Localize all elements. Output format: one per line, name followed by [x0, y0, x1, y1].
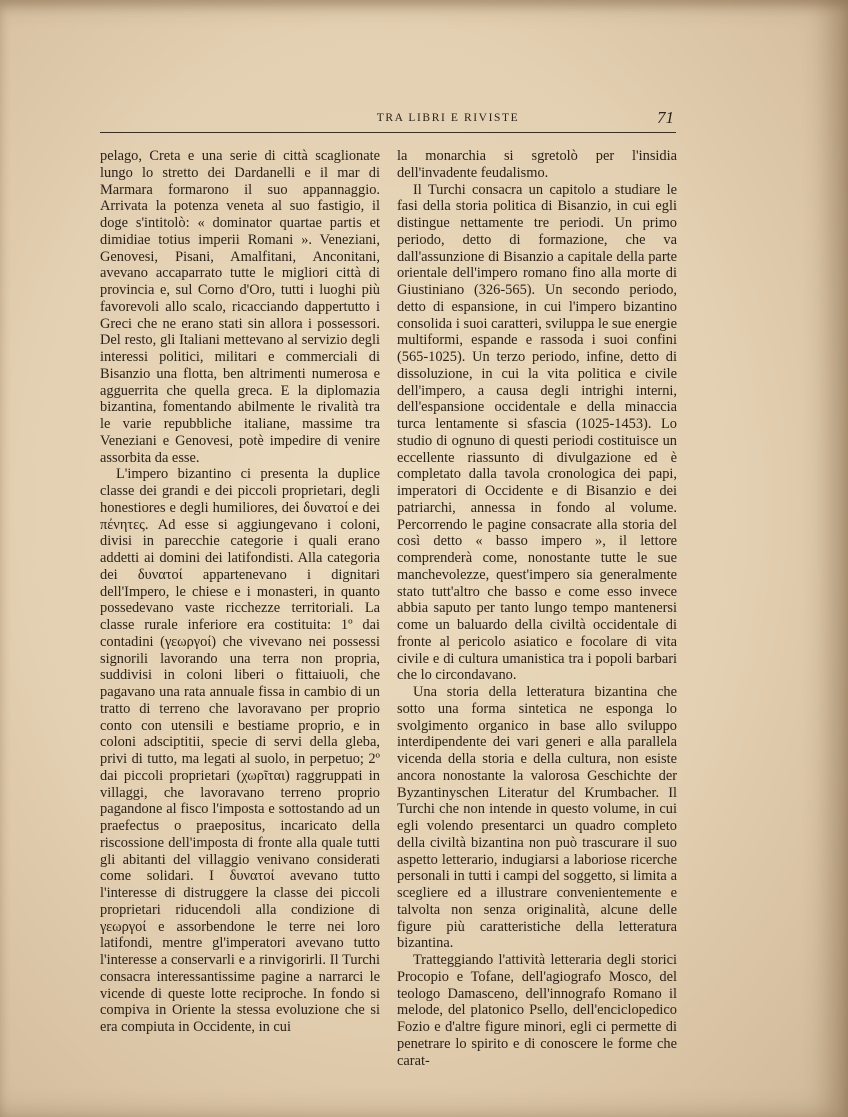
page-number: 71: [657, 108, 674, 127]
paragraph: L'impero bizantino ci presenta la duplice classe dei grandi e dei piccoli proprietari, degli honestiores e degli humiliores, dei δυνατοί e dei πένητες. Ad esse si aggiungevano i coloni, divisi in parecchie categorie i quali erano addetti ai domini dei latifondisti. Alla categoria dei δυνατοί appartenevano i dignitari dell'Impero, le chiese e i monasteri, in quanto possedevano vaste ricchezze territoriali. La classe rurale inferiore era costituita: 1º dai contadini (γεωργοί) che vivevano nei possessi signorili lavorando una terra non propria, suddivisi in coloni liberi o fittaiuoli, che pagavano una rata annuale fissa in cambio di un tratto di terreno che lavoravano per proprio conto con utensili e bestiame proprio, e in coloni adsciptitii, specie di servi della gleba, privi di tutto, ma legati al suolo, in perpetuo; 2º dai piccoli proprietari (χωρῖται) raggruppati in villaggi, che lavoravano terreno proprio pagandone al fisco l'imposta e sottostando ad un praefectus o praepositus, incaricato della riscossione dell'imposta di fronte alla quale tutti gli abitanti del villaggio venivano considerati come solidari. I δυνατοί avevano tutto l'interesse di distruggere la classe dei piccoli proprietari riducendoli alla condizione di γεωργοί e assorbendone le terre nei loro latifondi, mentre gl'imperatori avevano tutto l'interesse a conservarli e a rinvigorirli. Il Turchi consacra interessantissime pagine a narrarci le vicende di queste lotte reciproche. In fondo si compiva in Oriente la stessa evoluzione che si era compiuta in Occidente, in cui: [100, 466, 380, 1035]
running-head: TRA LIBRI E RIVISTE: [376, 112, 520, 124]
page-header: [100, 108, 676, 133]
right-column: [397, 148, 677, 1069]
paragraph: Una storia della letteratura bizantina che sotto una forma sintetica ne esponga lo svolgimento organico in base allo sviluppo interdipendente dei vari generi e alla parallela vicenda della storia e della cultura, non esiste ancora nonostante la valorosa Geschichte der Byzantinyschen Literatur del Krumbacher. Il Turchi che non intende in questo volume, in cui egli volendo presentarci un quadro completo della civiltà bizantina non può trascurare il suo aspetto letterario, indugiarsi a laboriose ricerche personali in tutti i campi del soggetto, si limita a scegliere ed a illustrare convenientemente e talvolta non senza originalità, alcune delle figure più caratteristiche della letteratura bizantina.: [397, 684, 677, 952]
paragraph: Il Turchi consacra un capitolo a studiare le fasi della storia politica di Bisanzio, in cui egli distingue nettamente tre periodi. Un primo periodo, detto di formazione, che va dall'assunzione di Bisanzio a capitale della parte orientale dell'impero romano fino alla morte di Giustiniano (326-565). Un secondo periodo, detto di espansione, in cui l'impero bizantino consolida i suoi caratteri, sviluppa le sue energie multiformi, espande e rassoda i suoi confini (565-1025). Un terzo periodo, infine, detto di dissoluzione, in cui la vita politica e civile dell'impero, a causa degli intrighi interni, dell'espansione occidentale e della minaccia turca lentamente si sfascia (1025-1453). Lo studio di ognuno di questi periodi costituisce un eccellente riassunto di divulgazione ed è completato dalla tavola cronologica dei papi, imperatori di Occidente e di Bisanzio e dei patriarchi, annessa in fondo al volume. Percorrendo le pagine consacrate alla storia del così detto « basso impero », il lettore comprenderà come, nonostante tutte le sue manchevolezze, quest'impero sia generalmente stato tutt'altro che basso e come esso invece abbia saputo per tanto lungo tempo mantenersi come un baluardo della civiltà occidentale di fronte al pericolo asiatico e focolare di vita civile e di cultura umanistica tra i popoli barbari che lo circondavano.: [397, 181, 677, 684]
left-column: [100, 148, 380, 1036]
paragraph: Tratteggiando l'attività letteraria degli storici Procopio e Tofane, dell'agiografo Mosco, del teologo Damasceno, dell'innografo Romano il melode, del platonico Psello, dell'enciclopedico Fozio e d'altre figure minori, egli ci permette di penetrare lo spirito e di conoscere le forme che carat-: [397, 952, 677, 1069]
paragraph: la monarchia si sgretolò per l'insidia dell'invadente feudalismo.: [397, 148, 677, 181]
paragraph: pelago, Creta e una serie di città scaglionate lungo lo stretto dei Dardanelli e il mar di Marmara formarono il suo appannaggio. Arrivata la potenza veneta al suo fastigio, il doge s'intitolò: « dominator quartae partis et dimidiae totius imperii Romani ». Veneziani, Genovesi, Pisani, Amalfitani, Anconitani, avevano accaparrato tutte le migliori città di provincia e, sul Corno d'Oro, tutti i luoghi più favorevoli allo scalo, ricacciando dappertutto i Greci che ne erano stati sin allora i possessori. Del resto, gli Italiani mettevano al servizio degli interessi politici, militari e commerciali di Bisanzio una flotta, ben altrimenti numerosa e agguerrita che quella greca. E la diplomazia bizantina, fomentando abilmente le rivalità tra le varie repubbliche italiane, massime tra Veneziani e Genovesi, potè impedire di venire assorbita da esse.: [100, 148, 380, 466]
